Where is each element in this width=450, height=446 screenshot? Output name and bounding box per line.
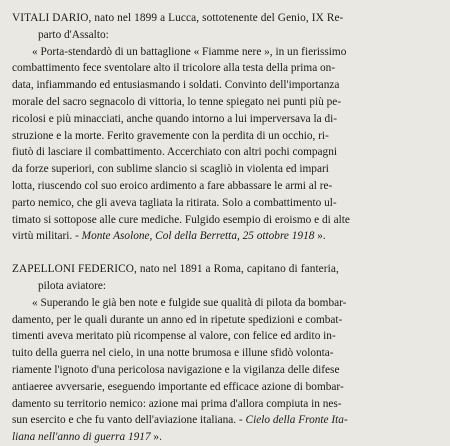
citation-text-line: damento su territorio nemico: azione mai prima d'allora compiuta in nes- bbox=[12, 397, 342, 410]
citation-text-line: struzione e la morte. Ferito gravemente con la perdita di un occhio, ri- bbox=[12, 129, 329, 142]
closing-quote: ». bbox=[314, 230, 326, 243]
citation-text-line: combattimento fece sventolare alto il tricolore alla testa della prima on- bbox=[12, 62, 336, 75]
citation-text-line: damento, per le quali durante un anno ed in ripetute spedizioni e combat- bbox=[12, 313, 343, 326]
citation-text-line: « Superando le già ben note e fulgide sue qualità di pilota da bombar- bbox=[32, 296, 347, 309]
place-date: Monte Asolone, Col della Berretta, 25 ottobre 1918 bbox=[81, 230, 315, 243]
closing-quote: ». bbox=[150, 431, 162, 444]
spacer bbox=[12, 245, 436, 261]
citation-text: sun esercito e che fu vanto dell'aviazione italiana. - bbox=[12, 414, 246, 427]
citation-final-line bbox=[12, 228, 436, 245]
entry-heading-line: VITALI DARIO, nato nel 1899 a Lucca, sottotenente del Genio, IX Re- bbox=[12, 12, 344, 24]
citation-text-line: antiaeree avversarie, eseguendo importante ed efficace azione di bombar- bbox=[12, 380, 344, 393]
citation-text-line: tuito della guerra nel cielo, in una notte brumosa e illune sfidò volonta- bbox=[12, 347, 334, 360]
entry-heading-line: pilota aviatore: bbox=[38, 279, 107, 292]
citation-text-line: lotta, riuscendo col suo eroico ardimento a fare abbassare le armi al re- bbox=[12, 179, 333, 192]
citation-text-line: riamente l'ignoto d'una pericolosa navigazione e la vigilanza delle difese bbox=[12, 363, 340, 376]
citation-final-line bbox=[12, 412, 436, 429]
citation-text-line: « Porta-stendardò di un battaglione « Fiamme nere », in un fierissimo bbox=[32, 45, 347, 58]
entry-heading-line: parto d'Assalto: bbox=[38, 28, 109, 41]
citation-text-line: morale del sacro segnacolo di vittoria, lo tenne spiegato nei punti più pe- bbox=[12, 95, 342, 108]
entry-zapelloni bbox=[12, 261, 436, 446]
citation-text-line: parto nemico, che gli aveva tagliata la ritirata. Solo a combattimento ul- bbox=[12, 196, 337, 209]
citation-text-line: timenti aveva meritato più ricompense al valore, con felice ed ardito in- bbox=[12, 330, 336, 343]
citation-text-line: data, infiammando ed entusiasmando i soldati. Convinto dell'importanza bbox=[12, 79, 340, 92]
place-date: liana nell'anno di guerra 1917 bbox=[12, 431, 151, 444]
citation-text-line: da forze superiori, con sublime slancio si scagliò in violenta ed impari bbox=[12, 163, 329, 176]
citation-text-line: timato si sottopose alle cure mediche. Fulgido esempio di eroismo e di alte bbox=[12, 213, 350, 226]
citation-text-line: fiutò di lasciare il combattimento. Accerchiato con altri pochi compagni bbox=[12, 146, 337, 159]
entry-heading-line: ZAPELLONI FEDERICO, nato nel 1891 a Roma, capitano di fanteria, bbox=[12, 263, 339, 276]
citation-text: virtù militari. - bbox=[12, 230, 82, 243]
citation-text-line: ricolosi e più minacciati, anche quando intorno a lui imperversava la di- bbox=[12, 112, 337, 125]
place-date: Cielo della Fronte Ita- bbox=[245, 414, 348, 427]
entry-vitali bbox=[12, 10, 436, 245]
